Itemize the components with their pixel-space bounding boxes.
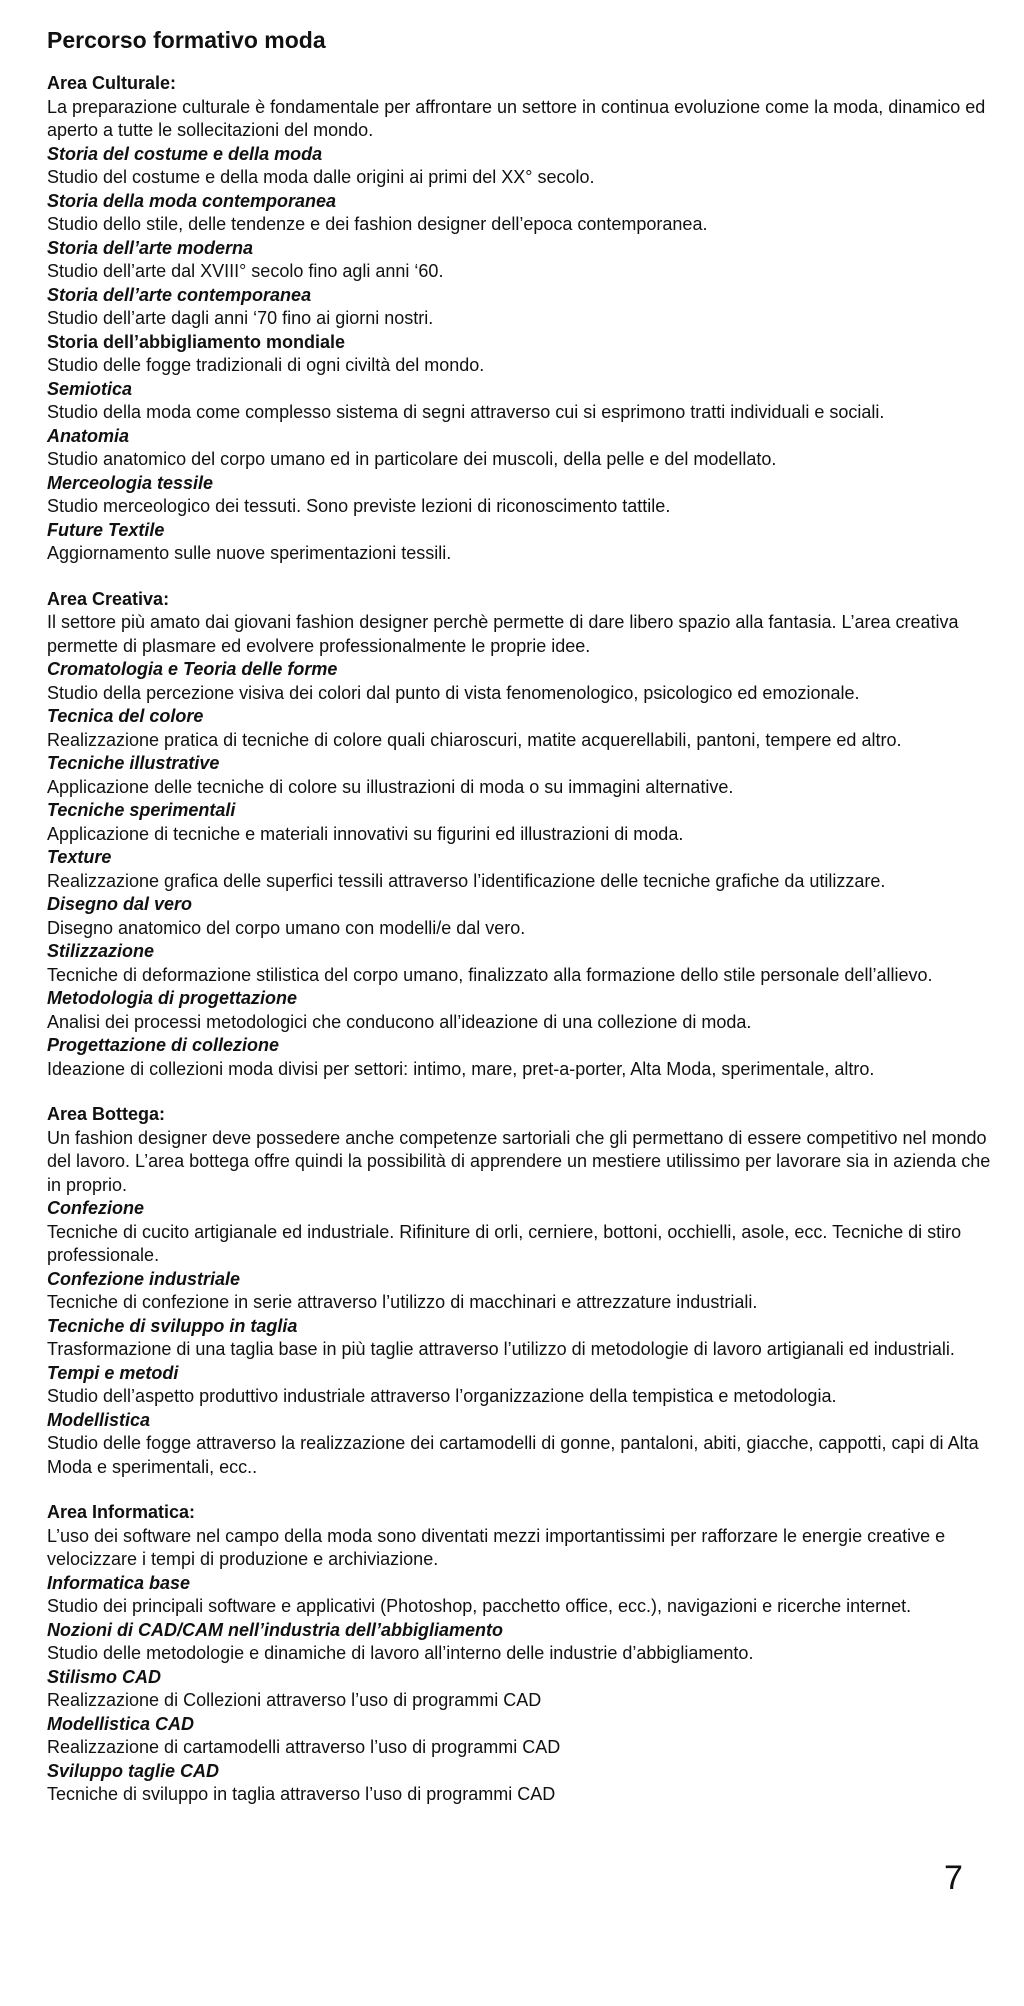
course-description: Realizzazione di cartamodelli attraverso l’uso di programmi CAD — [47, 1737, 561, 1757]
course-title: Modellistica CAD — [47, 1713, 195, 1734]
course-title: Cromatologia e Teoria delle forme — [47, 659, 338, 679]
course-title: Tempi e metodi — [47, 1362, 179, 1383]
area-section — [47, 1501, 992, 1807]
course-description: Studio dei principali software e applicativi (Photoshop, pacchetto office, ecc.), navigazioni e ricerche internet. — [47, 1596, 912, 1616]
course-title: Semiotica — [47, 378, 133, 399]
area-section — [47, 72, 992, 566]
course-description: Applicazione delle tecniche di colore su illustrazioni di moda o su immagini alternative. — [47, 776, 734, 797]
course-description: Studio delle fogge tradizionali di ogni civiltà del mondo. — [47, 355, 485, 375]
course-description: Studio anatomico del corpo umano ed in particolare dei muscoli, della pelle e del modellato. — [47, 449, 777, 469]
course-title: Sviluppo taglie CAD — [47, 1760, 220, 1781]
course-title: Tecnica del colore — [47, 706, 204, 726]
course-description: Studio dell’aspetto produttivo industriale attraverso l’organizzazione della tempistica e metodologia. — [47, 1386, 837, 1406]
course-title: Disegno dal vero — [47, 894, 193, 914]
course-title: Anatomia — [47, 425, 130, 446]
course-title: Texture — [47, 847, 112, 867]
area-intro: Un fashion designer deve possedere anche competenze sartoriali che gli permettano di essere competitivo nel mondo del lavoro. L’area bottega offre quindi la possibilità di apprendere un mestiere utilissimo per lavorare sia in azienda che in proprio. — [47, 1127, 991, 1195]
course-title: Future Textile — [47, 519, 165, 540]
course-description: Studio delle fogge attraverso la realizzazione dei cartamodelli di gonne, pantaloni, abiti, giacche, cappotti, capi di Alta Moda e sperimentali, ecc.. — [47, 1433, 979, 1477]
course-description: Studio dello stile, delle tendenze e dei fashion designer dell’epoca contemporanea. — [47, 214, 708, 234]
course-title: Confezione industriale — [47, 1268, 241, 1289]
course-title: Progettazione di collezione — [47, 1035, 280, 1055]
course-description: Tecniche di cucito artigianale ed industriale. Rifiniture di orli, cerniere, bottoni, occhielli, asole, ecc. Tecniche di stiro professionale. — [47, 1221, 962, 1265]
course-description: Studio dell’arte dal XVIII° secolo fino agli anni ‘60. — [47, 261, 444, 281]
area-title: Area Bottega: — [47, 1104, 166, 1124]
course-title: Tecniche di sviluppo in taglia — [47, 1315, 298, 1336]
area-title: Area Culturale: — [47, 73, 177, 93]
course-title: Confezione — [47, 1198, 144, 1218]
area-intro: Il settore più amato dai giovani fashion designer perchè permette di dare libero spazio alla fantasia. L’area creativa permette di plasmare ed evolvere professionalmente le proprie idee. — [47, 612, 959, 656]
course-title: Stilismo CAD — [47, 1666, 162, 1687]
course-title: Tecniche illustrative — [47, 753, 220, 773]
course-title: Nozioni di CAD/CAM nell’industria dell’abbigliamento — [47, 1619, 504, 1640]
course-description: Applicazione di tecniche e materiali innovativi su figurini ed illustrazioni di moda. — [47, 823, 684, 844]
course-description: Studio della percezione visiva dei colori dal punto di vista fenomenologico, psicologico ed emozionale. — [47, 682, 860, 703]
course-description: Realizzazione pratica di tecniche di colore quali chiaroscuri, matite acquerellabili, pantoni, tempere ed altro. — [47, 729, 902, 750]
course-title: Modellistica — [47, 1409, 151, 1430]
course-description: Studio della moda come complesso sistema di segni attraverso cui si esprimono tratti individuali e sociali. — [47, 402, 885, 422]
course-description: Tecniche di confezione in serie attraverso l’utilizzo di macchinari e attrezzature industriali. — [47, 1292, 758, 1312]
course-description: Studio delle metodologie e dinamiche di lavoro all’interno delle industrie d’abbigliamento. — [47, 1643, 754, 1663]
course-title: Storia del costume e della moda — [47, 143, 323, 164]
course-description: Studio merceologico dei tessuti. Sono previste lezioni di riconoscimento tattile. — [47, 496, 671, 516]
area-intro: L’uso dei software nel campo della moda sono diventati mezzi importantissimi per rafforzare le energie creative e velocizzare i tempi di produzione e archiviazione. — [47, 1525, 946, 1569]
area-section — [47, 1103, 992, 1479]
course-description: Studio dell’arte dagli anni ‘70 fino ai giorni nostri. — [47, 308, 434, 328]
document-page — [47, 22, 992, 1829]
course-title: Storia dell’arte moderna — [47, 237, 254, 258]
course-description: Tecniche di sviluppo in taglia attraverso l’uso di programmi CAD — [47, 1784, 556, 1804]
course-description: Tecniche di deformazione stilistica del corpo umano, finalizzato alla formazione dello stile personale dell’allievo. — [47, 964, 933, 985]
course-description: Trasformazione di una taglia base in più taglie attraverso l’utilizzo di metodologie di lavoro artigianali ed industriali. — [47, 1339, 955, 1359]
course-title: Storia dell’abbigliamento mondiale — [47, 331, 346, 352]
area-title: Area Creativa: — [47, 588, 170, 609]
course-title: Metodologia di progettazione — [47, 988, 297, 1008]
course-title: Storia dell’arte contemporanea — [47, 284, 312, 305]
areas-container — [47, 72, 992, 1807]
document-title: Percorso formativo moda — [47, 27, 326, 53]
course-description: Realizzazione grafica delle superfici tessili attraverso l’identificazione delle tecniche grafiche da utilizzare. — [47, 870, 886, 891]
course-description: Realizzazione di Collezioni attraverso l’uso di programmi CAD — [47, 1690, 542, 1710]
course-title: Informatica base — [47, 1572, 191, 1593]
course-description: Ideazione di collezioni moda divisi per settori: intimo, mare, pret-a-porter, Alta Moda, sperimentale, altro. — [47, 1058, 875, 1079]
course-description: Aggiornamento sulle nuove sperimentazioni tessili. — [47, 543, 452, 563]
course-title: Tecniche sperimentali — [47, 800, 236, 820]
course-description: Disegno anatomico del corpo umano con modelli/e dal vero. — [47, 917, 526, 938]
course-title: Storia della moda contemporanea — [47, 190, 337, 211]
course-description: Analisi dei processi metodologici che conducono all’ideazione di una collezione di moda. — [47, 1011, 752, 1032]
area-section — [47, 588, 992, 1082]
course-title: Merceologia tessile — [47, 472, 214, 493]
area-title: Area Informatica: — [47, 1502, 196, 1522]
course-title: Stilizzazione — [47, 941, 155, 961]
area-intro: La preparazione culturale è fondamentale per affrontare un settore in continua evoluzione come la moda, dinamico ed aperto a tutte le sollecitazioni del mondo. — [47, 96, 986, 140]
course-description: Studio del costume e della moda dalle origini ai primi del XX° secolo. — [47, 167, 595, 187]
page-number: 7 — [944, 1859, 963, 1897]
